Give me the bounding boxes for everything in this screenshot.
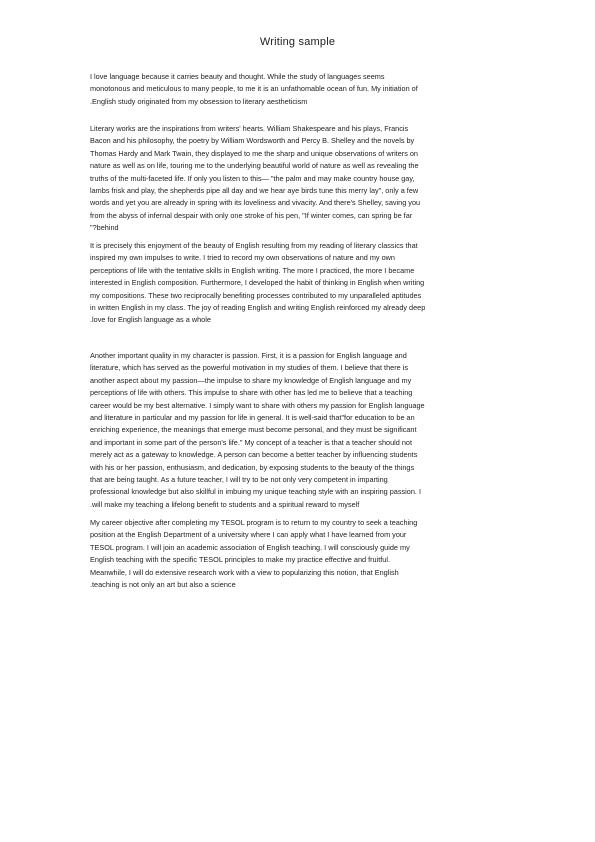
paragraph-line: career would be my best alternative. I simply want to share with others my passion for English language xyxy=(90,400,425,410)
paragraph-line: lambs frisk and play, the shepherds pipe all day and we hear aye birds tune this merry lay", only a few xyxy=(90,186,419,196)
paragraph-line: .will make my teaching a lifelong benefit to students and a spiritual reward to myself xyxy=(90,499,360,509)
paragraph-line: literature, which has served as the powerful motivation in my studies of them. I believe that there is xyxy=(90,363,408,373)
paragraph-line: Bacon and his philosophy, the poetry by William Wordsworth and Percy B. Shelley and the novels by xyxy=(90,136,415,146)
paragraph-line: professional knowledge but also skillful in imbuing my unique teaching style with an inspiring passion. I xyxy=(90,487,421,497)
paragraph-5 xyxy=(90,517,505,591)
paragraph-line: my compositions. These two reciprocally benefiting processes contributed to my unparalleled aptitudes xyxy=(90,290,422,300)
paragraph-line: TESOL program. I will join an academic association of English teaching. I will consciously guide my xyxy=(90,542,410,552)
paragraph-3 xyxy=(90,240,505,327)
paragraph-line: perceptions of life with others. This impulse to share with other has led me to believe that a teaching xyxy=(90,388,413,398)
paragraph-2 xyxy=(90,123,505,235)
paragraph-line: English teaching with the specific TESOL principles to make my practice effective and fruitful. xyxy=(90,555,390,565)
paragraph-line: position at the English Department of a university where I can apply what I have learned from your xyxy=(90,530,407,540)
page-title: Writing sample xyxy=(259,36,336,48)
paragraph-line: perceptions of life with the tentative skills in English writing. The more I practiced, the more I became xyxy=(90,265,415,275)
paragraph-line: truths of the multi-faceted life. If only you listen to this— "the palm and may make country house gay, xyxy=(90,173,415,183)
paragraph-line: interested in English composition. Furthermore, I developed the habit of thinking in English when writing xyxy=(90,278,425,288)
paragraph-line: Literary works are the inspirations from writers' hearts. William Shakespeare and his plays, Francis xyxy=(90,124,409,133)
paragraph-line: with his or her passion, enthusiasm, and dedication, by exposing students to the beauty of the things xyxy=(90,462,415,472)
paragraph-line: "?behind xyxy=(90,223,119,233)
paragraph-line: another aspect about my passion—the impulse to share my knowledge of English language and my xyxy=(90,375,412,385)
paragraph-4 xyxy=(90,350,505,511)
paragraph-line: I love language because it carries beauty and thought. While the study of languages seems xyxy=(90,72,385,81)
paragraph-line: and literature in particular and my passion for life in general. It is well-said that"for education to be an xyxy=(90,413,415,423)
paragraph-line: It is precisely this enjoyment of the beauty of English resulting from my reading of literary classics that xyxy=(90,241,418,250)
paragraph-line: nature as well as on life, touring me to the underlying beautiful world of nature as well as revealing the xyxy=(90,161,419,171)
paragraph-line: monotonous and meticulous to many people, to me it is an unfathomable ocean of fun. My initiation of xyxy=(90,84,418,94)
paragraph-line: inspired my own impulses to write. I tried to record my own observations of nature and my own xyxy=(90,253,395,263)
paragraph-line: from the abyss of infernal despair with only one stroke of his pen, "If winter comes, can spring be far xyxy=(90,210,413,220)
paragraph-line: merely act as a gateway to knowledge. A person can become a better teacher by influencing students xyxy=(90,450,418,460)
paragraph-line: My career objective after completing my TESOL program is to return to my country to seek a teaching xyxy=(90,518,418,527)
paragraph-line: Meanwhile, I will do extensive research work with a view to popularizing this notion, that English xyxy=(90,567,399,577)
paragraph-line: .love for English language as a whole xyxy=(90,315,211,325)
paragraph-line: Another important quality in my character is passion. First, it is a passion for English language and xyxy=(90,351,407,360)
paragraph-line: and important in some part of the person's life." My concept of a teacher is that a teacher should not xyxy=(90,437,412,447)
paragraph-line: .English study originated from my obsession to literary aestheticism xyxy=(90,96,308,106)
paragraph-1 xyxy=(90,71,505,108)
paragraph-line: .teaching is not only an art but also a science xyxy=(90,580,236,590)
paragraph-line: in written English in my class. The joy of reading English and writing English reinforced my already deep xyxy=(90,303,426,313)
paragraph-line: that are being taught. As a future teacher, I will try to be not only very competent in imparting xyxy=(90,475,388,485)
paragraph-line: Thomas Hardy and Mark Twain, they displayed to me the sharp and unique observations of writers on xyxy=(90,148,418,158)
paragraph-line: words and yet you are already in spring with its loveliness and vivacity. And there's Shelley, saving you xyxy=(90,198,421,208)
paragraph-line: enriching experience, the meanings that emerge must become personal, and they must be significant xyxy=(90,425,417,435)
